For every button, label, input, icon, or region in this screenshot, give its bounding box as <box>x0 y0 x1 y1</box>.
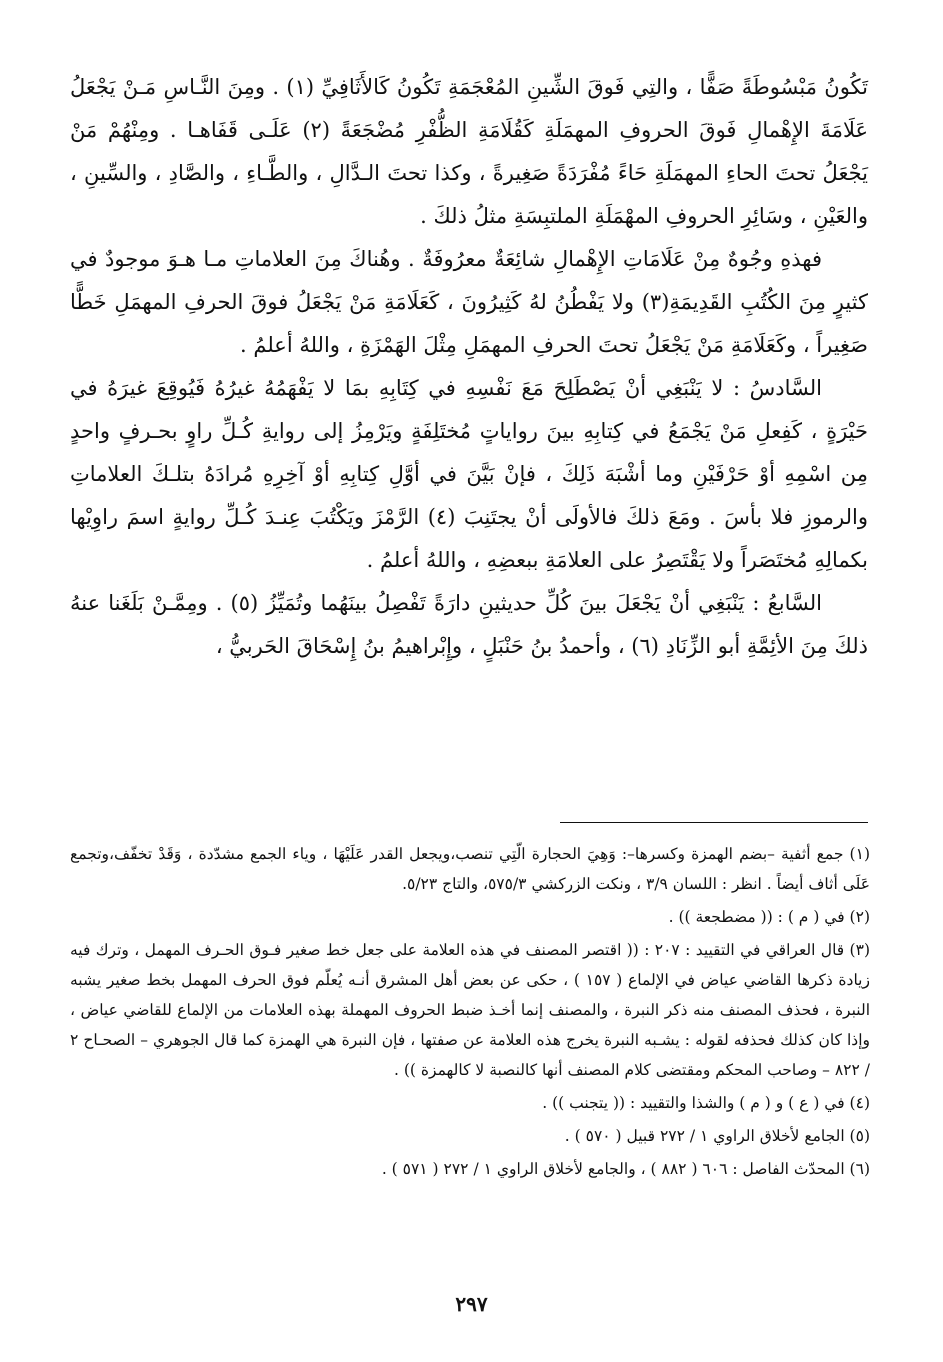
footnote-2: (٢) في ( م ) : (( مضطجعة )) . <box>668 908 870 926</box>
page-number: ٢٩٧ <box>455 1292 488 1316</box>
main-paragraph: السَّابعُ : يَنْبَغِي أنْ يَجْعَلَ بينَ كُلِّ حديثينِ دارَةً تَفْصِلُ بينَهُما وتُمَيِّزُ (٥) . ومِمَّـنْ بَلَغَنا عنهُ ذلكَ مِنَ الأئِمَّةِ أبو الزِّنَادِ (٦) ، وأحمدُ بنُ حَنْبَلٍ ، وإِبْراهيمُ بنُ إِسْحَاقَ الحَربيُّ ، <box>70 591 868 658</box>
main-paragraph: السَّادسُ : لا يَنْبَغِي أنْ يَصْطَلِحَ مَعَ نَفْسِهِ في كِتَابِهِ بمَا لا يَفْهَمُهُ غيرُهُ فَيُوقِعَ غيرَهُ في حَيْرَةٍ ، كَفِعلِ مَنْ يَجْمَعُ في كِتابِهِ بينَ رواياتٍ مُختَلِفَةٍ ويَرْمِزُ إلى روايةِ كُـلِّ راوٍ بحـرفٍ واحدٍ مِن اسْمِهِ أوْ حَرْفَيْنِ وما أشْبَهَ ذَلِكَ ، فإنْ بَيَّنَ في أوَّلِ كِتابِهِ أوْ آخِرِهِ مُرادَهُ بتلـكَ العلاماتِ والرموزِ فلا بأسَ . ومَعَ ذلكَ فالأولَى أنْ يجتَنِبَ (٤) الرَّمْزَ ويَكْتُبَ عِنـدَ كُـلِّ روايةٍ اسمَ راوِيْها بكمالِهِ مُختَصَراً ولا يَقْتَصِرُ على العلامَةِ ببعضِهِ ، واللهُ أعلمُ . <box>70 376 868 572</box>
main-paragraph: تَكُونُ مَبْسُوطَةً صَفًّا ، والتِي فَوقَ الشِّينِ المُعْجَمَةِ تَكُونُ كَالأَثَافِيِّ (١) . ومِنَ النَّـاسِ مَـنْ يَجْعَلُ عَلَامَةَ الإِهْمالِ فَوقَ الحروفِ المهمَلَةِ كَقُلَامَةِ الظُّفْرِ مُضْجَعَةً (٢) عَلَـى قَفَاهـا . ومِنْهُمْ مَنْ يَجْعَلُ تحتَ الحاءِ المهمَلَةِ حَاءً مُفْرَدَةً صَغِيرةً ، وكذا تحتَ الـدَّالِ ، والطَّـاءِ ، والصَّادِ ، والسِّينِ ، والعَيْنِ ، وسَائِرِ الحروفِ المهْمَلَةِ الملتبِسَةِ مثلُ ذلكَ . <box>70 75 869 228</box>
main-text-body <box>70 66 868 668</box>
footnotes-section <box>70 836 870 1184</box>
footnote-6: (٦) المحدّث الفاصل : ٦٠٦ ( ٨٨٢ ) ، والجامع لأخلاق الراوي ١ / ٢٧٢ ( ٥٧١ ) . <box>381 1160 870 1178</box>
footnote-4: (٤) في ( ع ) و ( م ) والشذا والتقييد : (( يتجنب )) . <box>542 1094 870 1112</box>
footnote-separator-rule <box>560 822 868 823</box>
footnote-3: (٣) قال العراقي في التقييد : ٢٠٧ : (( اقتصر المصنف في هذه العلامة على جعل خط صغير فـوق الحـرف المهمل ، وترك فيه زيادة ذكرها القاضي عياض في الإلماع ( ١٥٧ ) ، حكى عن بعض أهل المشرق أنـه يُعلّم فوق الحرف المهمل بخط صغير يشبه النبرة ، فحذف المصنف منه ذكر النبرة ، والمصنف إنما أخـذ ضبط الحروف المهملة بهذه العلامات من الإلماع للقاضي عياض ، وإذا كان كذلك فحذفه لقوله : يشـبه النبرة يخرج هذه العلامة عن صفتها ، فإن النبرة هي الهمزة كما قال الجوهري – الصحـاح ٢ / ٨٢٢ – وصاحب المحكم ومقتضى كلام المصنف أنها كالنصبة لا كالهمزة )) . <box>70 941 870 1079</box>
footnote-1: (١) جمع أثفية –بضم الهمزة وكسرها–: وَهِيَ الحجارة الّتِي تنصب،ويجعل القدر عَلَيْهَا ، وياء الجمع مشدّدة ، وَقَدْ تخفّف،وتجمع عَلَى أثاف أيضاً . انظر : اللسان ٣/٩ ، ونكت الزركشي ٥٧٥/٣، والتاج ٥/٢٣. <box>70 845 870 893</box>
footnote-5: (٥) الجامع لأخلاق الراوي ١ / ٢٧٢ قبيل ( ٥٧٠ ) . <box>564 1127 870 1145</box>
main-paragraph: فهذهِ وجُوهٌ مِنْ عَلَامَاتِ الإِهْمالِ شائِعَةٌ معرُوفَةٌ . وهُناكَ مِنَ العلاماتِ مـا هـوَ موجودٌ في كثيرٍ مِنَ الكُتُبِ القَدِيمَةِ(٣) ولا يَفْطُنُ لهُ كَثِيرُونَ ، كَعَلَامَةِ مَنْ يَجْعَلُ فوقَ الحرفِ المهمَلِ خَطًّا صَغِيراً ، وكَعَلَامَةِ مَنْ يَجْعَلُ تحتَ الحرفِ المهمَلِ مِثْلَ الهَمْزَةِ ، واللهُ أعلمُ . <box>70 247 869 357</box>
